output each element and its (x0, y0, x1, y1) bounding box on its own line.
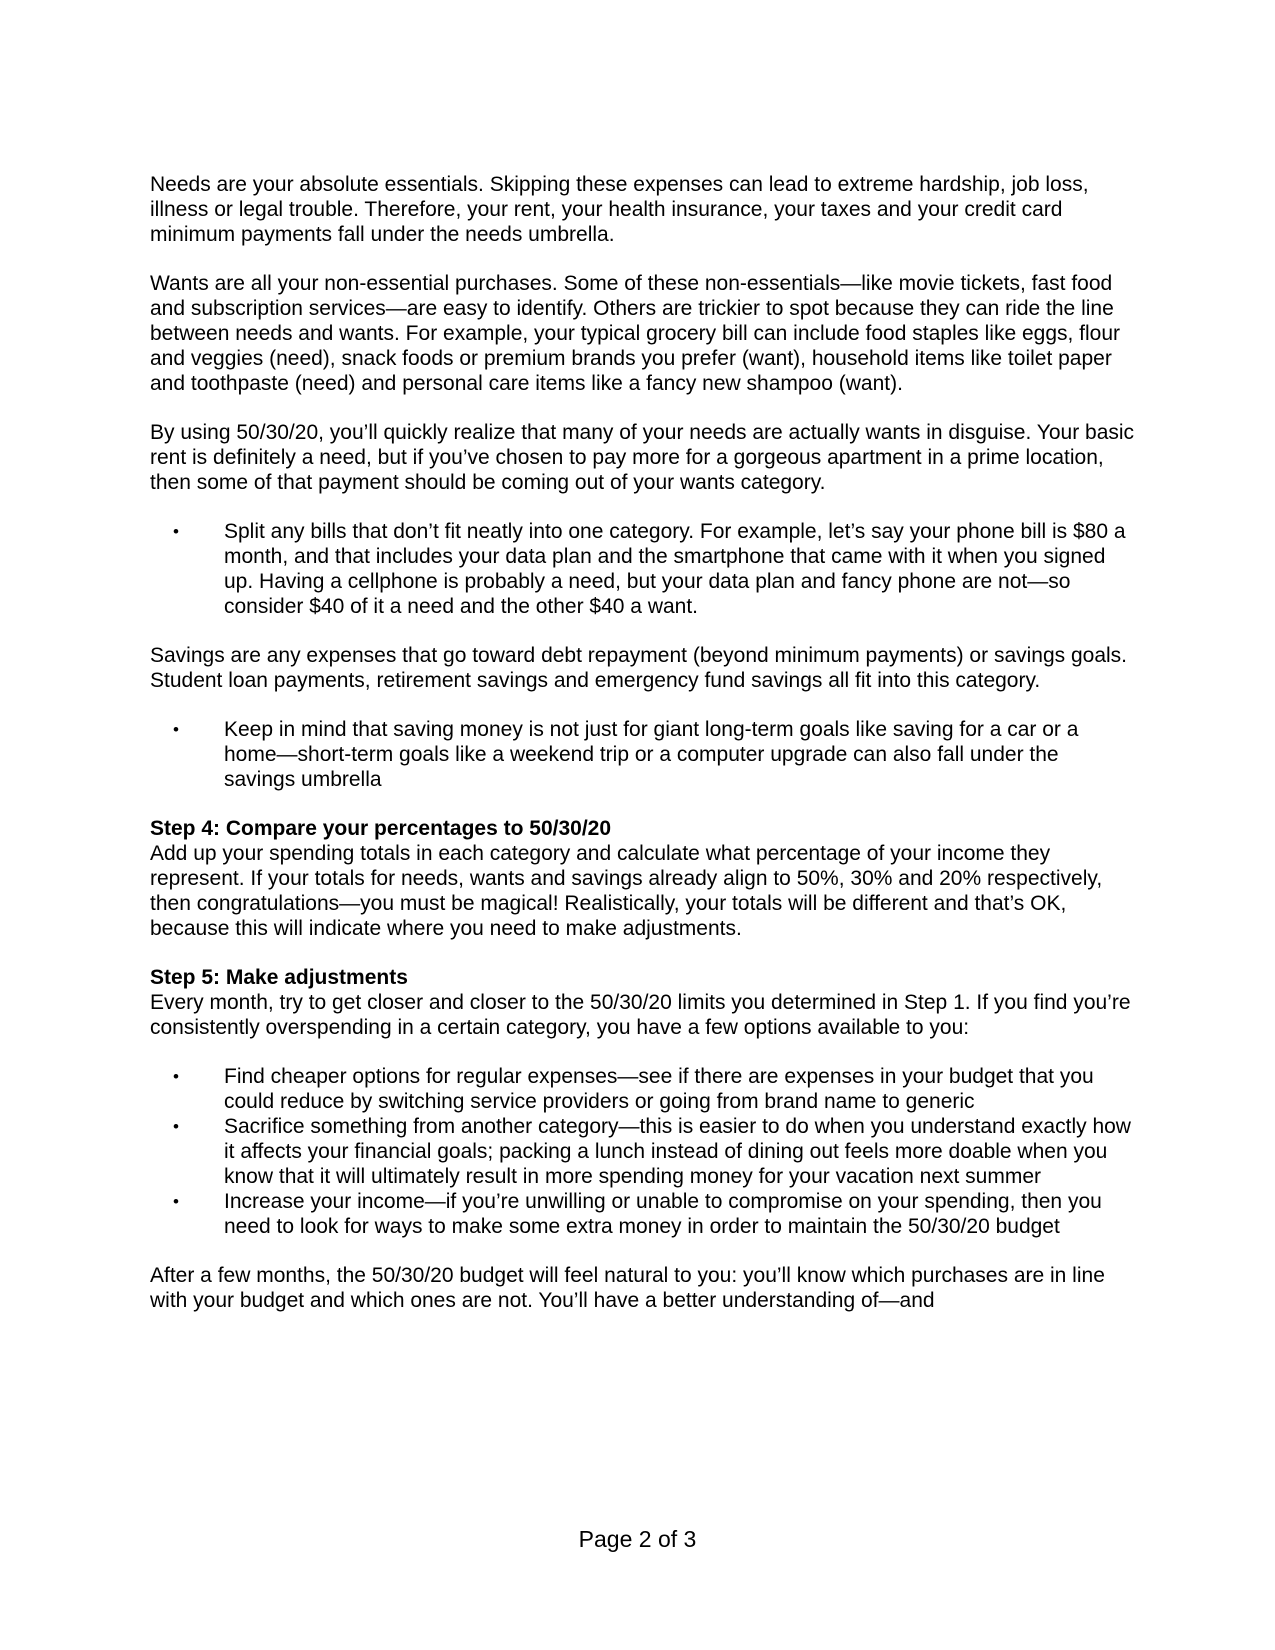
list-item-text: Sacrifice something from another category—this is easier to do when you understand exactly how it affects your financial goals; packing a lunch instead of dining out feels more doable when you know that it will ultimately result in more spending money for your vacation next summer (224, 1115, 1131, 1188)
page-number: Page 2 of 3 (578, 1526, 697, 1552)
list-item (150, 1114, 1135, 1189)
paragraph-savings: Savings are any expenses that go toward debt repayment (beyond minimum payments) or savings goals. Student loan payments, retirement savings and emergency fund savings all fit into this category. (150, 644, 1128, 692)
step5-body: Every month, try to get closer and closer to the 50/30/20 limits you determined in Step 1. If you find you’re consistently overspending in a certain category, you have a few options available to you: (150, 991, 1131, 1039)
bullet-icon: • (173, 1192, 179, 1211)
list-item-text: Increase your income—if you’re unwilling or unable to compromise on your spending, then you need to look for ways to make some extra money in order to maintain the 50/30/20 budget (224, 1190, 1102, 1238)
step4-heading: Step 4: Compare your percentages to 50/30/20 (150, 817, 612, 840)
list-item (150, 1189, 1135, 1239)
step5-heading: Step 5: Make adjustments (150, 966, 408, 989)
bullet-icon: • (173, 1067, 179, 1086)
section-step5 (150, 965, 1135, 1040)
paragraph-disguise: By using 50/30/20, you’ll quickly realize that many of your needs are actually wants in disguise. Your basic rent is definitely a need, but if you’ve chosen to pay more for a gorgeous apartment in a prime location, then some of that payment should be coming out of your wants category. (150, 421, 1135, 494)
step4-body: Add up your spending totals in each category and calculate what percentage of your income they represent. If your totals for needs, wants and savings already align to 50%, 30% and 20% respectively, then congratulations—you must be magical! Realistically, your totals will be different and that’s OK, because this will indicate where you need to make adjustments. (150, 842, 1103, 940)
bullet-list-split (150, 519, 1135, 619)
list-item (150, 519, 1135, 619)
bullet-icon: • (173, 720, 179, 739)
list-item-text: Keep in mind that saving money is not just for giant long-term goals like saving for a car or a home—short-term goals like a weekend trip or a computer upgrade can also fall under the savings umbrella (224, 718, 1079, 791)
bullet-list-adjustments (150, 1064, 1135, 1239)
list-item-text: Split any bills that don’t fit neatly into one category. For example, let’s say your phone bill is $80 a month, and that includes your data plan and the smartphone that came with it when you signed up. Having a cellphone is probably a need, but your data plan and fancy phone are not—so consider $40 of it a need and the other $40 a want. (224, 520, 1126, 618)
list-item (150, 717, 1135, 792)
bullet-icon: • (173, 522, 179, 541)
bullet-list-saving (150, 717, 1135, 792)
paragraph-needs: Needs are your absolute essentials. Skipping these expenses can lead to extreme hardship, job loss, illness or legal trouble. Therefore, your rent, your health insurance, your taxes and your credit card minimum payments fall under the needs umbrella. (150, 173, 1089, 246)
paragraph-closing: After a few months, the 50/30/20 budget will feel natural to you: you’ll know which purchases are in line with your budget and which ones are not. You’ll have a better understanding of—and (150, 1264, 1105, 1312)
section-step4 (150, 816, 1135, 941)
list-item-text: Find cheaper options for regular expenses—see if there are expenses in your budget that you could reduce by switching service providers or going from brand name to generic (224, 1065, 1094, 1113)
document-page (150, 172, 1135, 1337)
paragraph-wants: Wants are all your non-essential purchases. Some of these non-essentials—like movie tickets, fast food and subscription services—are easy to identify. Others are trickier to spot because they can ride the line between needs and wants. For example, your typical grocery bill can include food staples like eggs, flour and veggies (need), snack foods or premium brands you prefer (want), household items like toilet paper and toothpaste (need) and personal care items like a fancy new shampoo (want). (150, 272, 1121, 395)
list-item (150, 1064, 1135, 1114)
bullet-icon: • (173, 1117, 179, 1136)
